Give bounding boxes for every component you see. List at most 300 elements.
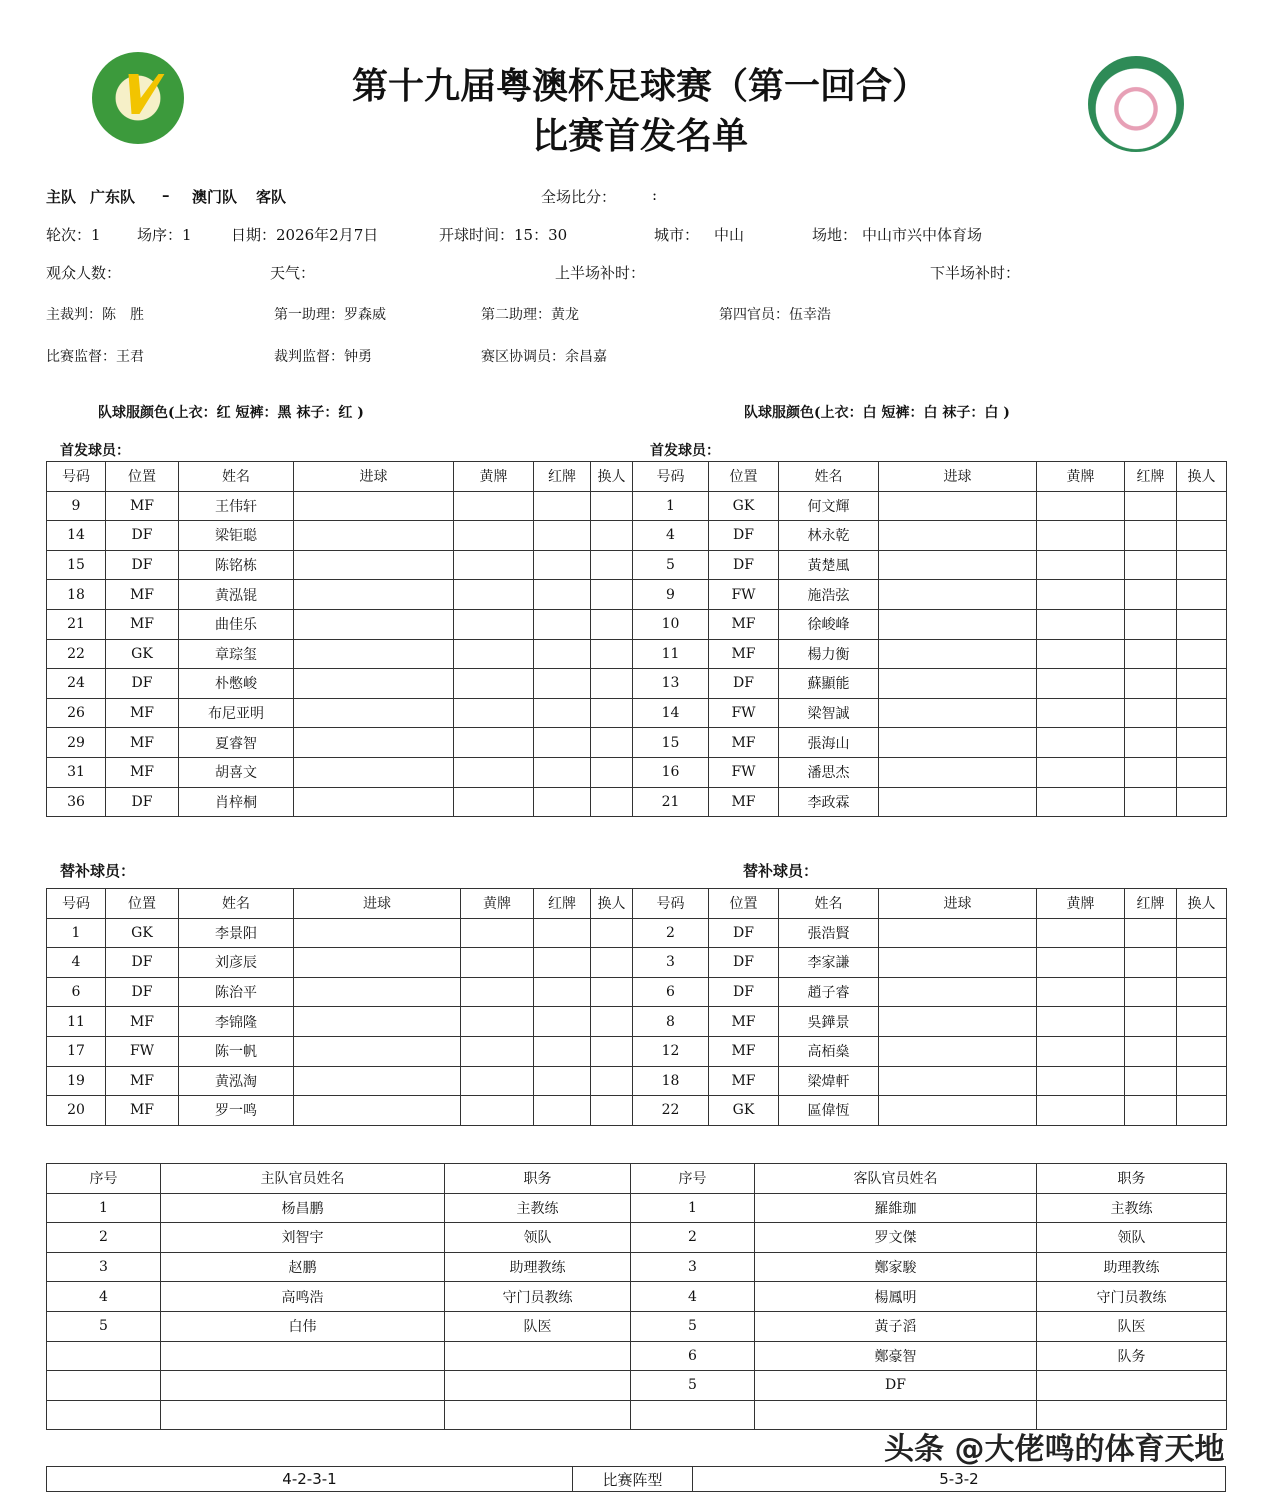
away-seq: 6 xyxy=(631,1341,755,1371)
home-seq xyxy=(47,1341,161,1371)
red-card-cell xyxy=(1125,698,1177,728)
red-card-cell xyxy=(1125,1066,1177,1096)
red-card-cell xyxy=(1125,787,1177,817)
player-name: 趙子睿 xyxy=(779,977,879,1007)
player-number: 5 xyxy=(633,550,709,580)
player-position: DF xyxy=(106,787,179,817)
red-card-cell xyxy=(1125,1096,1177,1126)
yellow-card-cell xyxy=(454,521,534,551)
player-position: DF xyxy=(709,977,779,1007)
red-card-cell xyxy=(1125,550,1177,580)
col-position: 位置 xyxy=(106,462,179,492)
player-name: 夏睿智 xyxy=(179,728,294,758)
player-number: 4 xyxy=(47,948,106,978)
substitution-cell xyxy=(591,550,633,580)
yellow-card-cell xyxy=(1037,521,1125,551)
away-official-role: 队医 xyxy=(1037,1311,1227,1341)
substitution-cell xyxy=(591,491,633,521)
red-card-cell xyxy=(534,977,591,1007)
player-name: 施浩弦 xyxy=(779,580,879,610)
home-official-role: 队医 xyxy=(445,1311,631,1341)
yellow-card-cell xyxy=(1037,977,1125,1007)
red-card-cell xyxy=(1125,639,1177,669)
home-official-role: 主教练 xyxy=(445,1193,631,1223)
red-card-cell xyxy=(1125,1036,1177,1066)
table-row xyxy=(47,1311,1227,1341)
home-seq xyxy=(47,1371,161,1401)
player-name: 梁钜聪 xyxy=(179,521,294,551)
player-position: DF xyxy=(709,521,779,551)
assistant-referee-2: 第二助理：黄龙 xyxy=(481,307,579,323)
goals-cell xyxy=(294,728,454,758)
col-goals: 进球 xyxy=(294,462,454,492)
goals-cell xyxy=(294,491,454,521)
table-row xyxy=(47,948,633,978)
player-name: 高栢燊 xyxy=(779,1036,879,1066)
table-row xyxy=(47,1193,1227,1223)
substitution-cell xyxy=(591,669,633,699)
red-card-cell xyxy=(1125,728,1177,758)
table-row xyxy=(47,609,633,639)
home-starters-label: 首发球员： xyxy=(60,443,130,459)
goals-cell xyxy=(879,757,1037,787)
player-number: 6 xyxy=(633,977,709,1007)
table-row xyxy=(633,609,1227,639)
red-card-cell xyxy=(1125,977,1177,1007)
away-kit-colors: 队球服颜色(上衣：白 短裤：白 袜子：白 ) xyxy=(744,405,1010,421)
player-number: 1 xyxy=(47,918,106,948)
goals-cell xyxy=(294,609,454,639)
red-card-cell xyxy=(1125,948,1177,978)
table-row xyxy=(47,977,633,1007)
col-substitution: 换人 xyxy=(591,462,633,492)
yellow-card-cell xyxy=(454,609,534,639)
home-team: 广东队 xyxy=(90,188,136,206)
col-position: 位置 xyxy=(709,889,779,919)
yellow-card-cell xyxy=(1037,1096,1125,1126)
red-card-cell xyxy=(1125,580,1177,610)
player-name: 李家謙 xyxy=(779,948,879,978)
col-yellow: 黄牌 xyxy=(1037,889,1125,919)
round-number: 轮次：1 xyxy=(46,226,101,244)
home-official-name xyxy=(161,1341,445,1371)
away-official-role: 队务 xyxy=(1037,1341,1227,1371)
col-number: 号码 xyxy=(633,462,709,492)
player-name: 張浩賢 xyxy=(779,918,879,948)
player-position: DF xyxy=(709,669,779,699)
substitution-cell xyxy=(591,609,633,639)
player-number: 3 xyxy=(633,948,709,978)
weather-label: 天气： xyxy=(270,264,316,282)
away-label: 客队 xyxy=(256,188,287,206)
player-name: 陈铭栋 xyxy=(179,550,294,580)
table-row xyxy=(47,1341,1227,1371)
substitution-cell xyxy=(591,948,633,978)
goals-cell xyxy=(879,491,1037,521)
table-row xyxy=(633,787,1227,817)
player-name: 黄泓锟 xyxy=(179,580,294,610)
home-official-role xyxy=(445,1341,631,1371)
player-number: 22 xyxy=(633,1096,709,1126)
player-number: 26 xyxy=(47,698,106,728)
table-row xyxy=(633,580,1227,610)
attendance-label: 观众人数： xyxy=(46,264,122,282)
formation-label: 比赛阵型 xyxy=(573,1467,693,1491)
table-row xyxy=(633,948,1227,978)
second-half-added-time: 下半场补时： xyxy=(930,264,1021,282)
substitution-cell xyxy=(591,757,633,787)
city-value: 中山 xyxy=(714,226,745,244)
venue-coordinator: 赛区协调员：余昌嘉 xyxy=(481,349,607,365)
away-official-name: 黃子滔 xyxy=(755,1311,1037,1341)
col-yellow: 黄牌 xyxy=(454,462,534,492)
player-position: DF xyxy=(106,550,179,580)
red-card-cell xyxy=(1125,757,1177,787)
table-row xyxy=(633,728,1227,758)
yellow-card-cell xyxy=(454,669,534,699)
away-official-name: 楊鳳明 xyxy=(755,1282,1037,1312)
table-row xyxy=(47,639,633,669)
home-official-role: 领队 xyxy=(445,1223,631,1253)
substitution-cell xyxy=(1177,1036,1227,1066)
goals-cell xyxy=(879,918,1037,948)
home-official-role xyxy=(445,1371,631,1401)
player-name: 梁煒軒 xyxy=(779,1066,879,1096)
substitution-cell xyxy=(1177,757,1227,787)
away-official-role: 领队 xyxy=(1037,1223,1227,1253)
player-number: 24 xyxy=(47,669,106,699)
player-number: 29 xyxy=(47,728,106,758)
venue-label: 场地： xyxy=(812,226,858,244)
player-position: DF xyxy=(709,918,779,948)
col-red: 红牌 xyxy=(1125,462,1177,492)
player-name: 曲佳乐 xyxy=(179,609,294,639)
away-formation: 5-3-2 xyxy=(939,1470,979,1488)
red-card-cell xyxy=(534,491,591,521)
player-number: 20 xyxy=(47,1096,106,1126)
substitution-cell xyxy=(591,1007,633,1037)
goals-cell xyxy=(294,698,454,728)
player-position: MF xyxy=(106,491,179,521)
player-rows xyxy=(47,491,633,817)
table-row xyxy=(633,550,1227,580)
player-position: GK xyxy=(709,491,779,521)
table-row xyxy=(47,669,633,699)
player-position: DF xyxy=(709,948,779,978)
col-home-seq: 序号 xyxy=(47,1164,161,1194)
player-number: 9 xyxy=(47,491,106,521)
player-position: FW xyxy=(106,1036,179,1066)
player-number: 16 xyxy=(633,757,709,787)
yellow-card-cell xyxy=(461,918,534,948)
player-number: 10 xyxy=(633,609,709,639)
away-official-name: 羅維珈 xyxy=(755,1193,1037,1223)
player-position: MF xyxy=(106,609,179,639)
goals-cell xyxy=(879,580,1037,610)
score-label: 全场比分： xyxy=(541,188,617,206)
substitution-cell xyxy=(591,639,633,669)
away-starters-table xyxy=(632,461,1227,817)
goals-cell xyxy=(879,669,1037,699)
match-date: 日期：2026年2月7日 xyxy=(231,226,379,244)
yellow-card-cell xyxy=(1037,918,1125,948)
player-name: 黄泓淘 xyxy=(179,1066,294,1096)
goals-cell xyxy=(294,787,454,817)
col-name: 姓名 xyxy=(779,889,879,919)
table-row xyxy=(633,639,1227,669)
player-position: MF xyxy=(709,609,779,639)
goals-cell xyxy=(294,521,454,551)
yellow-card-cell xyxy=(1037,787,1125,817)
substitution-cell xyxy=(591,698,633,728)
player-name: 楊力衡 xyxy=(779,639,879,669)
player-number: 12 xyxy=(633,1036,709,1066)
assistant-referee-1: 第一助理：罗森威 xyxy=(274,307,386,323)
player-position: GK xyxy=(709,1096,779,1126)
player-name: 陈治平 xyxy=(179,977,294,1007)
player-position: MF xyxy=(106,580,179,610)
goals-cell xyxy=(294,550,454,580)
yellow-card-cell xyxy=(1037,1007,1125,1037)
red-card-cell xyxy=(534,609,591,639)
page-subtitle: 比赛首发名单 xyxy=(531,115,748,157)
red-card-cell xyxy=(534,550,591,580)
player-rows xyxy=(47,918,633,1125)
formation-bar xyxy=(46,1466,1226,1492)
venue-value: 中山市兴中体育场 xyxy=(862,226,983,244)
goals-cell xyxy=(294,1066,461,1096)
away-team: 澳门队 xyxy=(192,188,238,206)
home-official-name: 白伟 xyxy=(161,1311,445,1341)
player-number: 19 xyxy=(47,1066,106,1096)
score-separator: : xyxy=(652,186,658,204)
col-red: 红牌 xyxy=(534,462,591,492)
goals-cell xyxy=(879,977,1037,1007)
yellow-card-cell xyxy=(461,1096,534,1126)
red-card-cell xyxy=(1125,918,1177,948)
player-number: 11 xyxy=(633,639,709,669)
away-seq: 5 xyxy=(631,1371,755,1401)
player-position: MF xyxy=(106,757,179,787)
col-away-seq: 序号 xyxy=(631,1164,755,1194)
table-row xyxy=(47,491,633,521)
col-substitution: 换人 xyxy=(1177,462,1227,492)
yellow-card-cell xyxy=(454,757,534,787)
table-row xyxy=(633,918,1227,948)
substitution-cell xyxy=(1177,918,1227,948)
away-official-role: 主教练 xyxy=(1037,1193,1227,1223)
yellow-card-cell xyxy=(461,977,534,1007)
red-card-cell xyxy=(534,521,591,551)
away-official-role xyxy=(1037,1371,1227,1401)
home-seq: 4 xyxy=(47,1282,161,1312)
table-row xyxy=(633,1096,1227,1126)
table-row xyxy=(633,1066,1227,1096)
player-number: 14 xyxy=(633,698,709,728)
table-row xyxy=(47,1223,1227,1253)
first-half-added-time: 上半场补时： xyxy=(555,264,646,282)
fourth-official: 第四官员：伍幸浩 xyxy=(719,307,831,323)
goals-cell xyxy=(294,977,461,1007)
home-starters-table xyxy=(46,461,633,817)
home-seq xyxy=(47,1400,161,1430)
table-row xyxy=(47,787,633,817)
goals-cell xyxy=(879,728,1037,758)
col-number: 号码 xyxy=(47,462,106,492)
yellow-card-cell xyxy=(461,1066,534,1096)
substitution-cell xyxy=(591,977,633,1007)
col-name: 姓名 xyxy=(179,462,294,492)
player-name: 蘇顯能 xyxy=(779,669,879,699)
player-name: 章琮玺 xyxy=(179,639,294,669)
col-position: 位置 xyxy=(709,462,779,492)
col-red: 红牌 xyxy=(534,889,591,919)
player-number: 4 xyxy=(633,521,709,551)
player-name: 李政霖 xyxy=(779,787,879,817)
table-row xyxy=(633,491,1227,521)
home-subs-label: 替补球员： xyxy=(60,862,136,880)
player-position: MF xyxy=(709,787,779,817)
substitution-cell xyxy=(1177,669,1227,699)
yellow-card-cell xyxy=(461,948,534,978)
red-card-cell xyxy=(534,757,591,787)
away-seq: 4 xyxy=(631,1282,755,1312)
away-official-role: 守门员教练 xyxy=(1037,1282,1227,1312)
player-position: MF xyxy=(106,1007,179,1037)
player-number: 2 xyxy=(633,918,709,948)
player-number: 8 xyxy=(633,1007,709,1037)
red-card-cell xyxy=(534,669,591,699)
player-number: 36 xyxy=(47,787,106,817)
home-official-role: 守门员教练 xyxy=(445,1282,631,1312)
substitution-cell xyxy=(591,521,633,551)
red-card-cell xyxy=(534,728,591,758)
away-subs-table xyxy=(632,888,1227,1126)
col-yellow: 黄牌 xyxy=(461,889,534,919)
col-goals: 进球 xyxy=(879,889,1037,919)
player-position: MF xyxy=(106,1096,179,1126)
away-official-name: DF xyxy=(755,1371,1037,1401)
player-name: 李景阳 xyxy=(179,918,294,948)
table-row xyxy=(47,757,633,787)
home-official-name: 赵鹏 xyxy=(161,1252,445,1282)
table-row xyxy=(633,698,1227,728)
red-card-cell xyxy=(534,948,591,978)
yellow-card-cell xyxy=(454,639,534,669)
away-seq: 1 xyxy=(631,1193,755,1223)
yellow-card-cell xyxy=(1037,1036,1125,1066)
player-number: 11 xyxy=(47,1007,106,1037)
match-order: 场序：1 xyxy=(137,226,192,244)
goals-cell xyxy=(294,639,454,669)
red-card-cell xyxy=(534,1096,591,1126)
city-label: 城市： xyxy=(654,226,700,244)
substitution-cell xyxy=(1177,698,1227,728)
player-name: 梁智誠 xyxy=(779,698,879,728)
player-position: DF xyxy=(106,521,179,551)
home-official-name xyxy=(161,1371,445,1401)
substitution-cell xyxy=(1177,580,1227,610)
player-number: 22 xyxy=(47,639,106,669)
away-official-role: 助理教练 xyxy=(1037,1252,1227,1282)
goals-cell xyxy=(879,1096,1037,1126)
team-dash: – xyxy=(162,186,170,204)
substitution-cell xyxy=(591,580,633,610)
table-row xyxy=(633,1007,1227,1037)
substitution-cell xyxy=(591,1096,633,1126)
player-position: GK xyxy=(106,639,179,669)
table-row xyxy=(47,698,633,728)
yellow-card-cell xyxy=(454,491,534,521)
home-label: 主队 xyxy=(46,188,77,206)
page-title: 第十九届粤澳杯足球赛（第一回合） xyxy=(351,65,928,107)
table-row xyxy=(633,977,1227,1007)
home-subs-table xyxy=(46,888,633,1126)
player-name: 區偉恆 xyxy=(779,1096,879,1126)
player-number: 14 xyxy=(47,521,106,551)
goals-cell xyxy=(879,698,1037,728)
player-position: MF xyxy=(106,728,179,758)
table-row xyxy=(47,580,633,610)
away-official-name: 鄭家駿 xyxy=(755,1252,1037,1282)
goals-cell xyxy=(879,1066,1037,1096)
red-card-cell xyxy=(534,698,591,728)
substitution-cell xyxy=(1177,1066,1227,1096)
substitution-cell xyxy=(1177,491,1227,521)
table-row xyxy=(47,1096,633,1126)
substitution-cell xyxy=(1177,1096,1227,1126)
goals-cell xyxy=(294,580,454,610)
player-position: MF xyxy=(709,1066,779,1096)
col-number: 号码 xyxy=(633,889,709,919)
player-name: 肖梓桐 xyxy=(179,787,294,817)
home-official-role xyxy=(445,1400,631,1430)
substitution-cell xyxy=(1177,728,1227,758)
table-row xyxy=(47,521,633,551)
main-referee: 主裁判：陈 胜 xyxy=(46,307,144,323)
yellow-card-cell xyxy=(454,580,534,610)
yellow-card-cell xyxy=(454,787,534,817)
red-card-cell xyxy=(1125,1007,1177,1037)
player-number: 1 xyxy=(633,491,709,521)
goals-cell xyxy=(879,521,1037,551)
match-commissioner: 比赛监督：王君 xyxy=(46,349,144,365)
goals-cell xyxy=(879,1007,1037,1037)
col-home-official-role: 职务 xyxy=(445,1164,631,1194)
away-official-name: 罗文傑 xyxy=(755,1223,1037,1253)
substitution-cell xyxy=(1177,550,1227,580)
red-card-cell xyxy=(534,1066,591,1096)
table-row xyxy=(633,757,1227,787)
table-row xyxy=(47,1252,1227,1282)
player-position: FW xyxy=(709,698,779,728)
player-number: 15 xyxy=(633,728,709,758)
goals-cell xyxy=(879,639,1037,669)
player-number: 9 xyxy=(633,580,709,610)
yellow-card-cell xyxy=(1037,728,1125,758)
player-name: 胡喜文 xyxy=(179,757,294,787)
substitution-cell xyxy=(591,728,633,758)
table-row xyxy=(47,1066,633,1096)
yellow-card-cell xyxy=(1037,948,1125,978)
table-row xyxy=(47,1007,633,1037)
table-row xyxy=(47,728,633,758)
player-name: 李锦隆 xyxy=(179,1007,294,1037)
player-rows xyxy=(633,918,1227,1125)
table-row xyxy=(47,1036,633,1066)
player-position: MF xyxy=(709,1036,779,1066)
player-number: 18 xyxy=(47,580,106,610)
